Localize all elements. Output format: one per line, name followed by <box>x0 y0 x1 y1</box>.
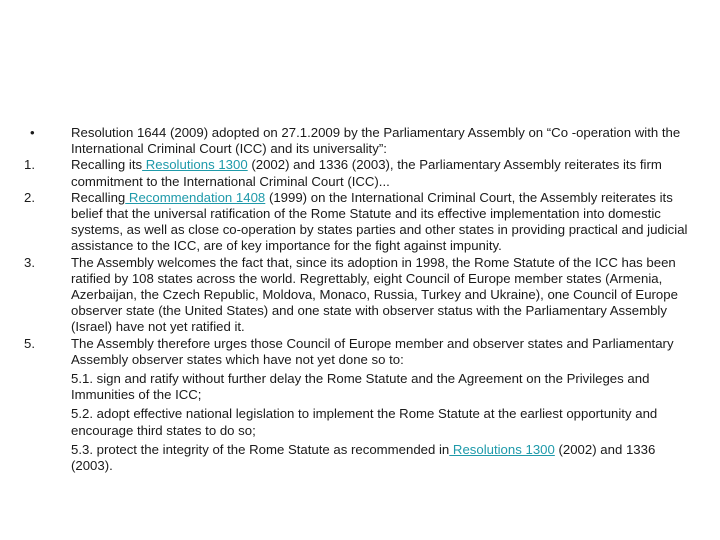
item-1-after: (2002) and 1336 (2003), the Parliamentary Assembly reiterates its firm commitment to the International Criminal Court (ICC)... <box>71 157 662 189</box>
list-item-5 <box>24 336 692 475</box>
sub-5-3-after: (2002) and 1336 (2003). <box>71 441 656 474</box>
item-number: 3. <box>24 254 35 270</box>
item-5-text: The Assembly therefore urges those Council of Europe member and observer states and Parliamentary Assembly observer states which have not yet done so to: <box>71 335 674 367</box>
item-5-body <box>71 336 692 475</box>
sub-item-5-1: 5.1. sign and ratify without further delay the Rome Statute and the Agreement on the Privileges and Immunities of the ICC; <box>71 371 650 403</box>
item-2-text <box>71 190 692 255</box>
bullet-marker: • <box>30 125 35 140</box>
recommendation-1408-link[interactable]: Recommendation 1408 <box>125 189 266 205</box>
item-number: 2. <box>24 189 35 205</box>
resolutions-1300-link[interactable]: Resolutions 1300 <box>142 157 248 173</box>
item-3-text: The Assembly welcomes the fact that, since its adoption in 1998, the Rome Statute of the ICC has been ratified by 108 states across the world. Regrettably, eight Council of Europe member states (Armenia, Azerbaijan, the Czech Republic, Moldova, Monaco, Russia, Turkey and Ukraine), one Council of Europe observer state (the United States) and one state with observer status with the Parliamentary Assembly (Israel) have not yet ratified it. <box>71 254 678 335</box>
list-item-3 <box>24 255 692 336</box>
list-item-1 <box>24 157 692 189</box>
sub-item-5-3 <box>71 442 692 474</box>
sub-item-5-2: 5.2. adopt effective national legislation to implement the Rome Statute at the earliest opportunity and encourage third states to do so; <box>71 406 658 438</box>
item-number: 5. <box>24 335 35 351</box>
resolutions-1300-link-2[interactable]: Resolutions 1300 <box>449 441 555 457</box>
intro-text: Resolution 1644 (2009) adopted on 27.1.2009 by the Parliamentary Assembly on “Co -operation with the International Criminal Court (ICC) and its universality”: <box>71 125 681 157</box>
list-item-2 <box>24 190 692 255</box>
item-2-before: Recalling <box>71 189 126 205</box>
item-2-after: (1999) on the International Criminal Court, the Assembly reiterates its belief that the universal ratification of the Rome Statute and its effective implementation into domestic systems, as well as close co-operation by states parties and other states in providing practical and judicial assistance to the ICC, are of key importance for the fight against impunity. <box>71 189 688 254</box>
resolution-text-block <box>24 125 692 474</box>
item-1-text <box>71 157 692 189</box>
sub-5-3-before: 5.3. protect the integrity of the Rome Statute as recommended in <box>71 441 450 457</box>
list-item-intro <box>24 125 692 157</box>
item-1-before: Recalling its <box>71 157 143 173</box>
item-number: 1. <box>24 157 35 173</box>
